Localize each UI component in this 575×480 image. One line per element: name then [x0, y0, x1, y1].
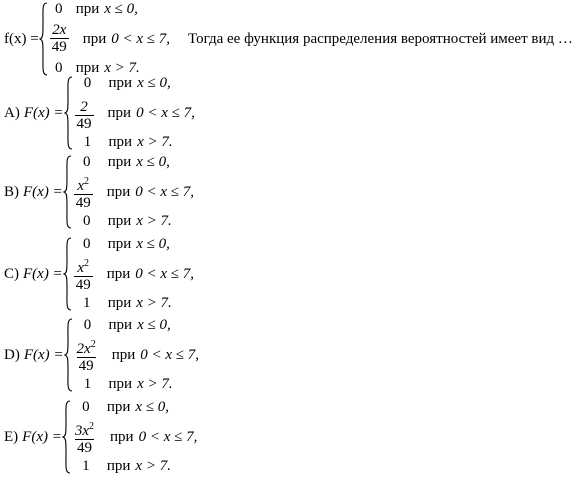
option-function-label: F(x) = — [23, 346, 64, 363]
option-case-2: $\frac{2}{49}$ при 0 < x ≤ 7, — [75, 93, 195, 133]
option-piecewise — [63, 237, 194, 311]
answer-option-d[interactable] — [4, 318, 199, 392]
option-fraction: $\frac{x^2}{49}$ — [75, 175, 91, 211]
option-piecewise — [63, 155, 194, 229]
option-function-label: F(x) = — [23, 183, 63, 200]
option-case-1: 0 при x ≤ 0, — [82, 154, 170, 170]
left-brace-icon — [63, 237, 72, 311]
option-letter: B) — [4, 183, 19, 200]
option-case-3: 1 при x > 7. — [82, 295, 172, 311]
left-brace-icon — [62, 400, 71, 474]
option-case-2: $\frac{2x^2}{49}$ при 0 < x ≤ 7, — [76, 338, 200, 374]
option-letter: C) — [4, 265, 19, 282]
question-function-label: f(x) = — [4, 30, 39, 47]
option-case-2: $\frac{x^2}{49}$ при 0 < x ≤ 7, — [75, 257, 195, 293]
question-text: Тогда ее функция распределения вероятностей имеет вид … — [188, 30, 573, 47]
option-function-label: F(x) = — [22, 428, 62, 445]
left-brace-icon — [39, 2, 48, 76]
left-brace-icon — [64, 318, 73, 392]
option-case-1: 0 при x ≤ 0, — [82, 236, 170, 252]
option-case-3: 1 при x > 7. — [83, 376, 173, 392]
question-case-2: $\frac{2x}{49}$ при 0 < x ≤ 7, Тогда ее функция распределения вероятностей имеет вид … — [51, 22, 573, 55]
option-function-label: F(x) = — [23, 104, 64, 121]
option-case-1: 0 при x ≤ 0, — [83, 75, 171, 91]
question-piecewise — [39, 2, 573, 76]
option-fraction: $\frac{x^2}{49}$ — [75, 257, 91, 293]
option-letter: E) — [4, 428, 19, 445]
option-case-2: $\frac{3x^2}{49}$ при 0 < x ≤ 7, — [74, 420, 198, 456]
answer-option-b[interactable] — [4, 155, 194, 229]
option-piecewise — [64, 318, 200, 392]
option-case-3: 0 при x > 7. — [82, 213, 172, 229]
answer-option-c[interactable] — [4, 237, 194, 311]
option-case-1: 0 при x ≤ 0, — [82, 399, 170, 415]
option-fraction: $\frac{2}{49}$ — [76, 98, 92, 132]
option-fraction: $\frac{2x^2}{49}$ — [76, 338, 96, 374]
option-case-1: 0 при x ≤ 0, — [83, 317, 171, 333]
option-piecewise — [64, 76, 195, 150]
question-case-1: 0 при x ≤ 0, — [54, 1, 138, 17]
question-statement — [4, 2, 573, 76]
option-case-2: $\frac{x^2}{49}$ при 0 < x ≤ 7, — [75, 175, 195, 211]
answer-option-e[interactable] — [4, 400, 197, 474]
answer-option-a[interactable] — [4, 76, 195, 150]
question-case-3: 0 при x > 7. — [54, 60, 140, 76]
option-letter: A) — [4, 104, 20, 121]
option-piecewise — [62, 400, 198, 474]
option-case-3: 1 при x > 7. — [83, 134, 173, 150]
option-case-3: 1 при x > 7. — [82, 458, 171, 474]
left-brace-icon — [64, 76, 73, 150]
option-function-label: F(x) = — [23, 265, 63, 282]
left-brace-icon — [63, 155, 72, 229]
option-letter: D) — [4, 346, 20, 363]
option-fraction: $\frac{3x^2}{49}$ — [74, 420, 95, 456]
question-fraction: $\frac{2x}{49}$ — [51, 22, 67, 55]
